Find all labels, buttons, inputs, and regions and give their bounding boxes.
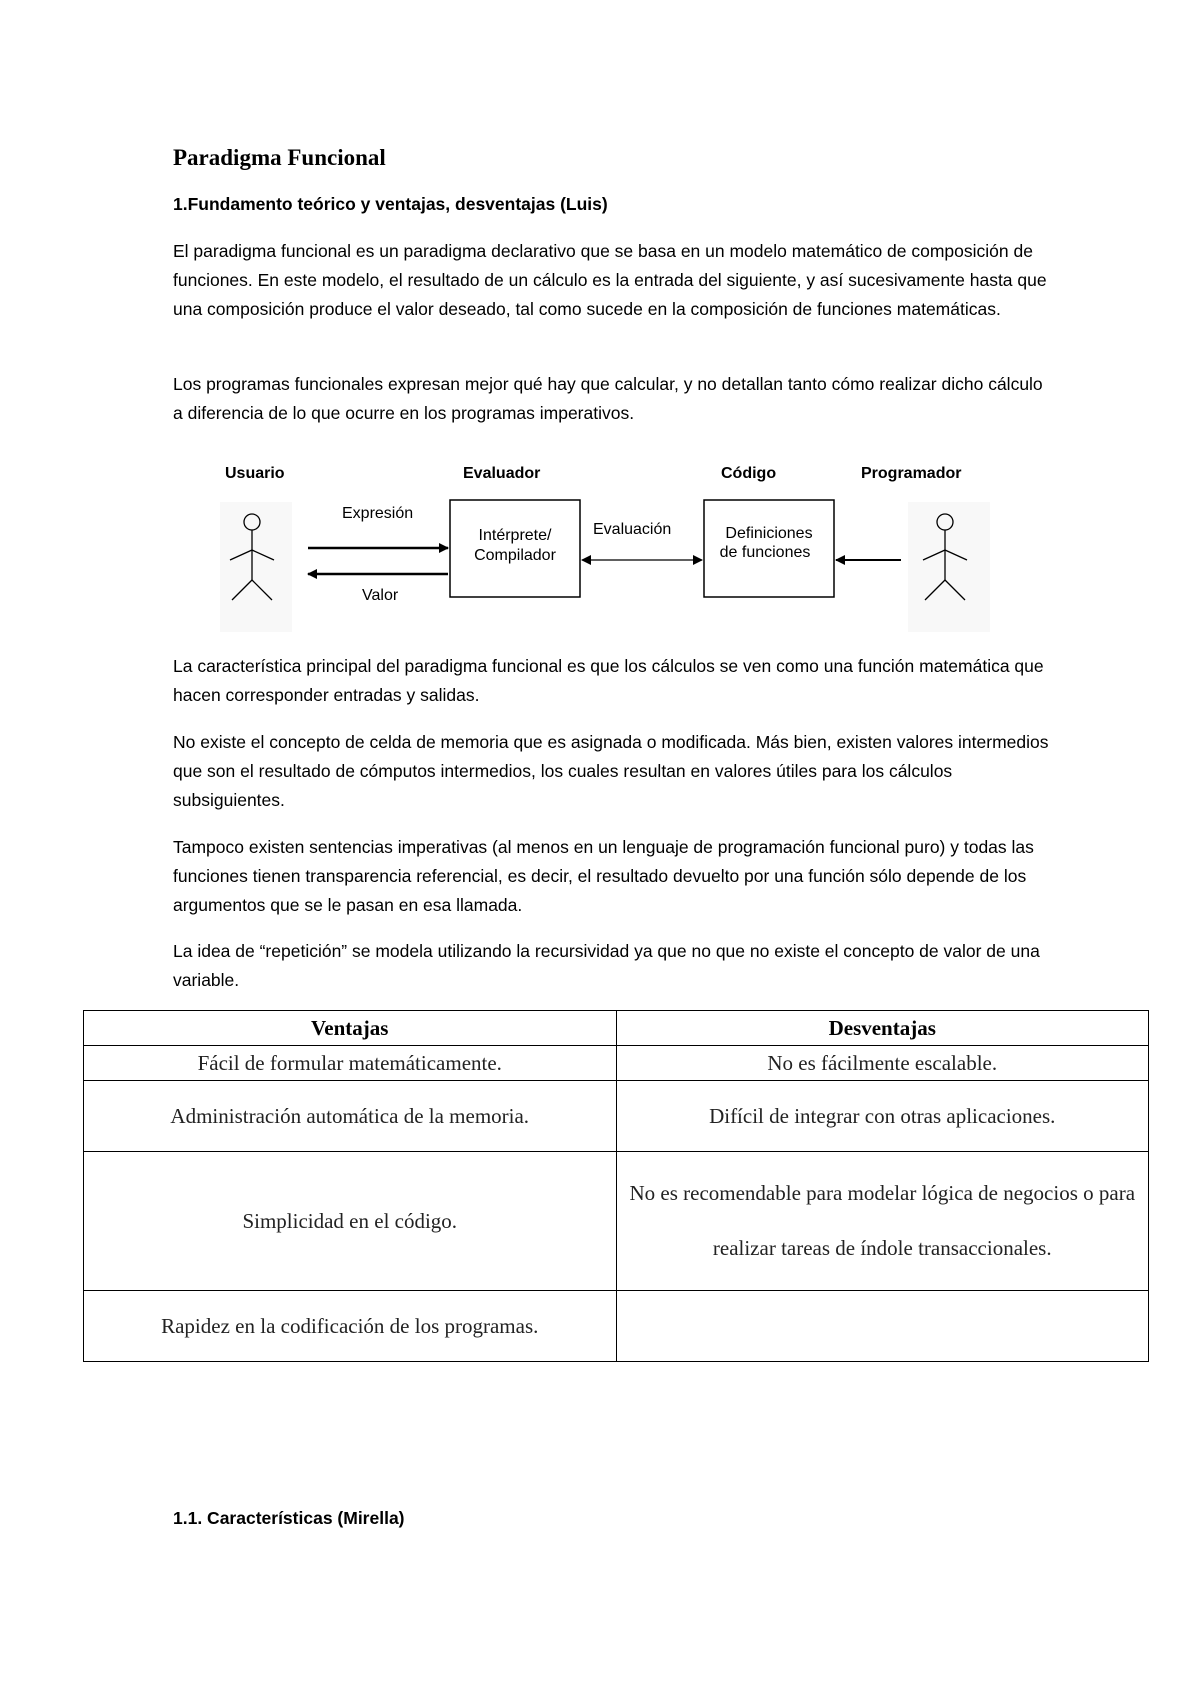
paragraph: No existe el concepto de celda de memoria que es asignada o modificada. Más bien, existen valores intermedios que son el resultado de cómputos intermedios, los cuales resultan en valores útiles para los cálculos subsiguientes. [173,732,1049,810]
arrow-expresion-label: Expresión [342,505,414,522]
paragraph: El paradigma funcional es un paradigma declarativo que se basa en un modelo matemático de composición de funciones. En este modelo, el resultado de un cálculo es la entrada del siguiente, y así sucesivamente hasta que una composición produce el valor deseado, tal como sucede en la composición de funciones matemáticas. [173,241,1047,319]
box-definiciones-line1: Definiciones [725,525,813,542]
box-definiciones-line2: de funciones [719,544,811,561]
arrow-evaluacion-label: Evaluación [593,521,672,538]
paragraph: La característica principal del paradigma funcional es que los cálculos se ven como una función matemática que hacen corresponder entradas y salidas. [173,656,1044,705]
table-header-ventajas: Ventajas [84,1011,617,1046]
table-cell-desventaja: No es recomendable para modelar lógica de negocios o para realizar tareas de índole transaccionales. [616,1152,1149,1291]
box-interprete-line1: Intérprete/ [478,527,552,544]
table-row [84,1046,1149,1081]
table-cell-desventaja [616,1291,1149,1362]
table-cell-ventaja: Fácil de formular matemáticamente. [84,1046,617,1081]
table-row [84,1152,1149,1291]
table-cell-ventaja: Rapidez en la codificación de los programas. [84,1291,617,1362]
page-title: Paradigma Funcional [173,145,386,170]
box-interprete-line2: Compilador [474,547,556,564]
paragraph: Los programas funcionales expresan mejor qué hay que calcular, y no detallan tanto cómo realizar dicho cálculo a diferencia de lo que ocurre en los programas imperativos. [173,374,1043,423]
table-header-desventajas: Desventajas [616,1011,1149,1046]
table-header-row [84,1011,1149,1046]
table-cell-ventaja: Simplicidad en el código. [84,1152,617,1291]
table-cell-desventaja: No es fácilmente escalable. [616,1046,1149,1081]
user-figure-background [220,502,292,632]
label-programador: Programador [861,465,962,482]
evaluation-diagram [220,460,990,635]
label-usuario: Usuario [225,465,285,482]
section-heading-caracteristicas: 1.1. Características (Mirella) [173,1508,405,1528]
table-cell-desventaja: Difícil de integrar con otras aplicaciones. [616,1081,1149,1152]
paragraph: La idea de “repetición” se modela utilizando la recursividad ya que no que no existe el concepto de valor de una variable. [173,941,1040,990]
table-row [84,1081,1149,1152]
arrow-valor-label: Valor [362,587,399,604]
label-evaluador: Evaluador [463,465,541,482]
section-heading-fundamento: 1.Fundamento teórico y ventajas, desventajas (Luis) [173,194,608,214]
table-row [84,1291,1149,1362]
paragraph: Tampoco existen sentencias imperativas (al menos en un lenguaje de programación funcional puro) y todas las funciones tienen transparencia referencial, es decir, el resultado devuelto por una función sólo depende de los argumentos que se le pasan en esa llamada. [173,837,1034,915]
table-cell-ventaja: Administración automática de la memoria. [84,1081,617,1152]
advantages-disadvantages-table [83,1010,1149,1362]
label-codigo: Código [721,465,777,482]
programmer-figure-background [908,502,990,632]
